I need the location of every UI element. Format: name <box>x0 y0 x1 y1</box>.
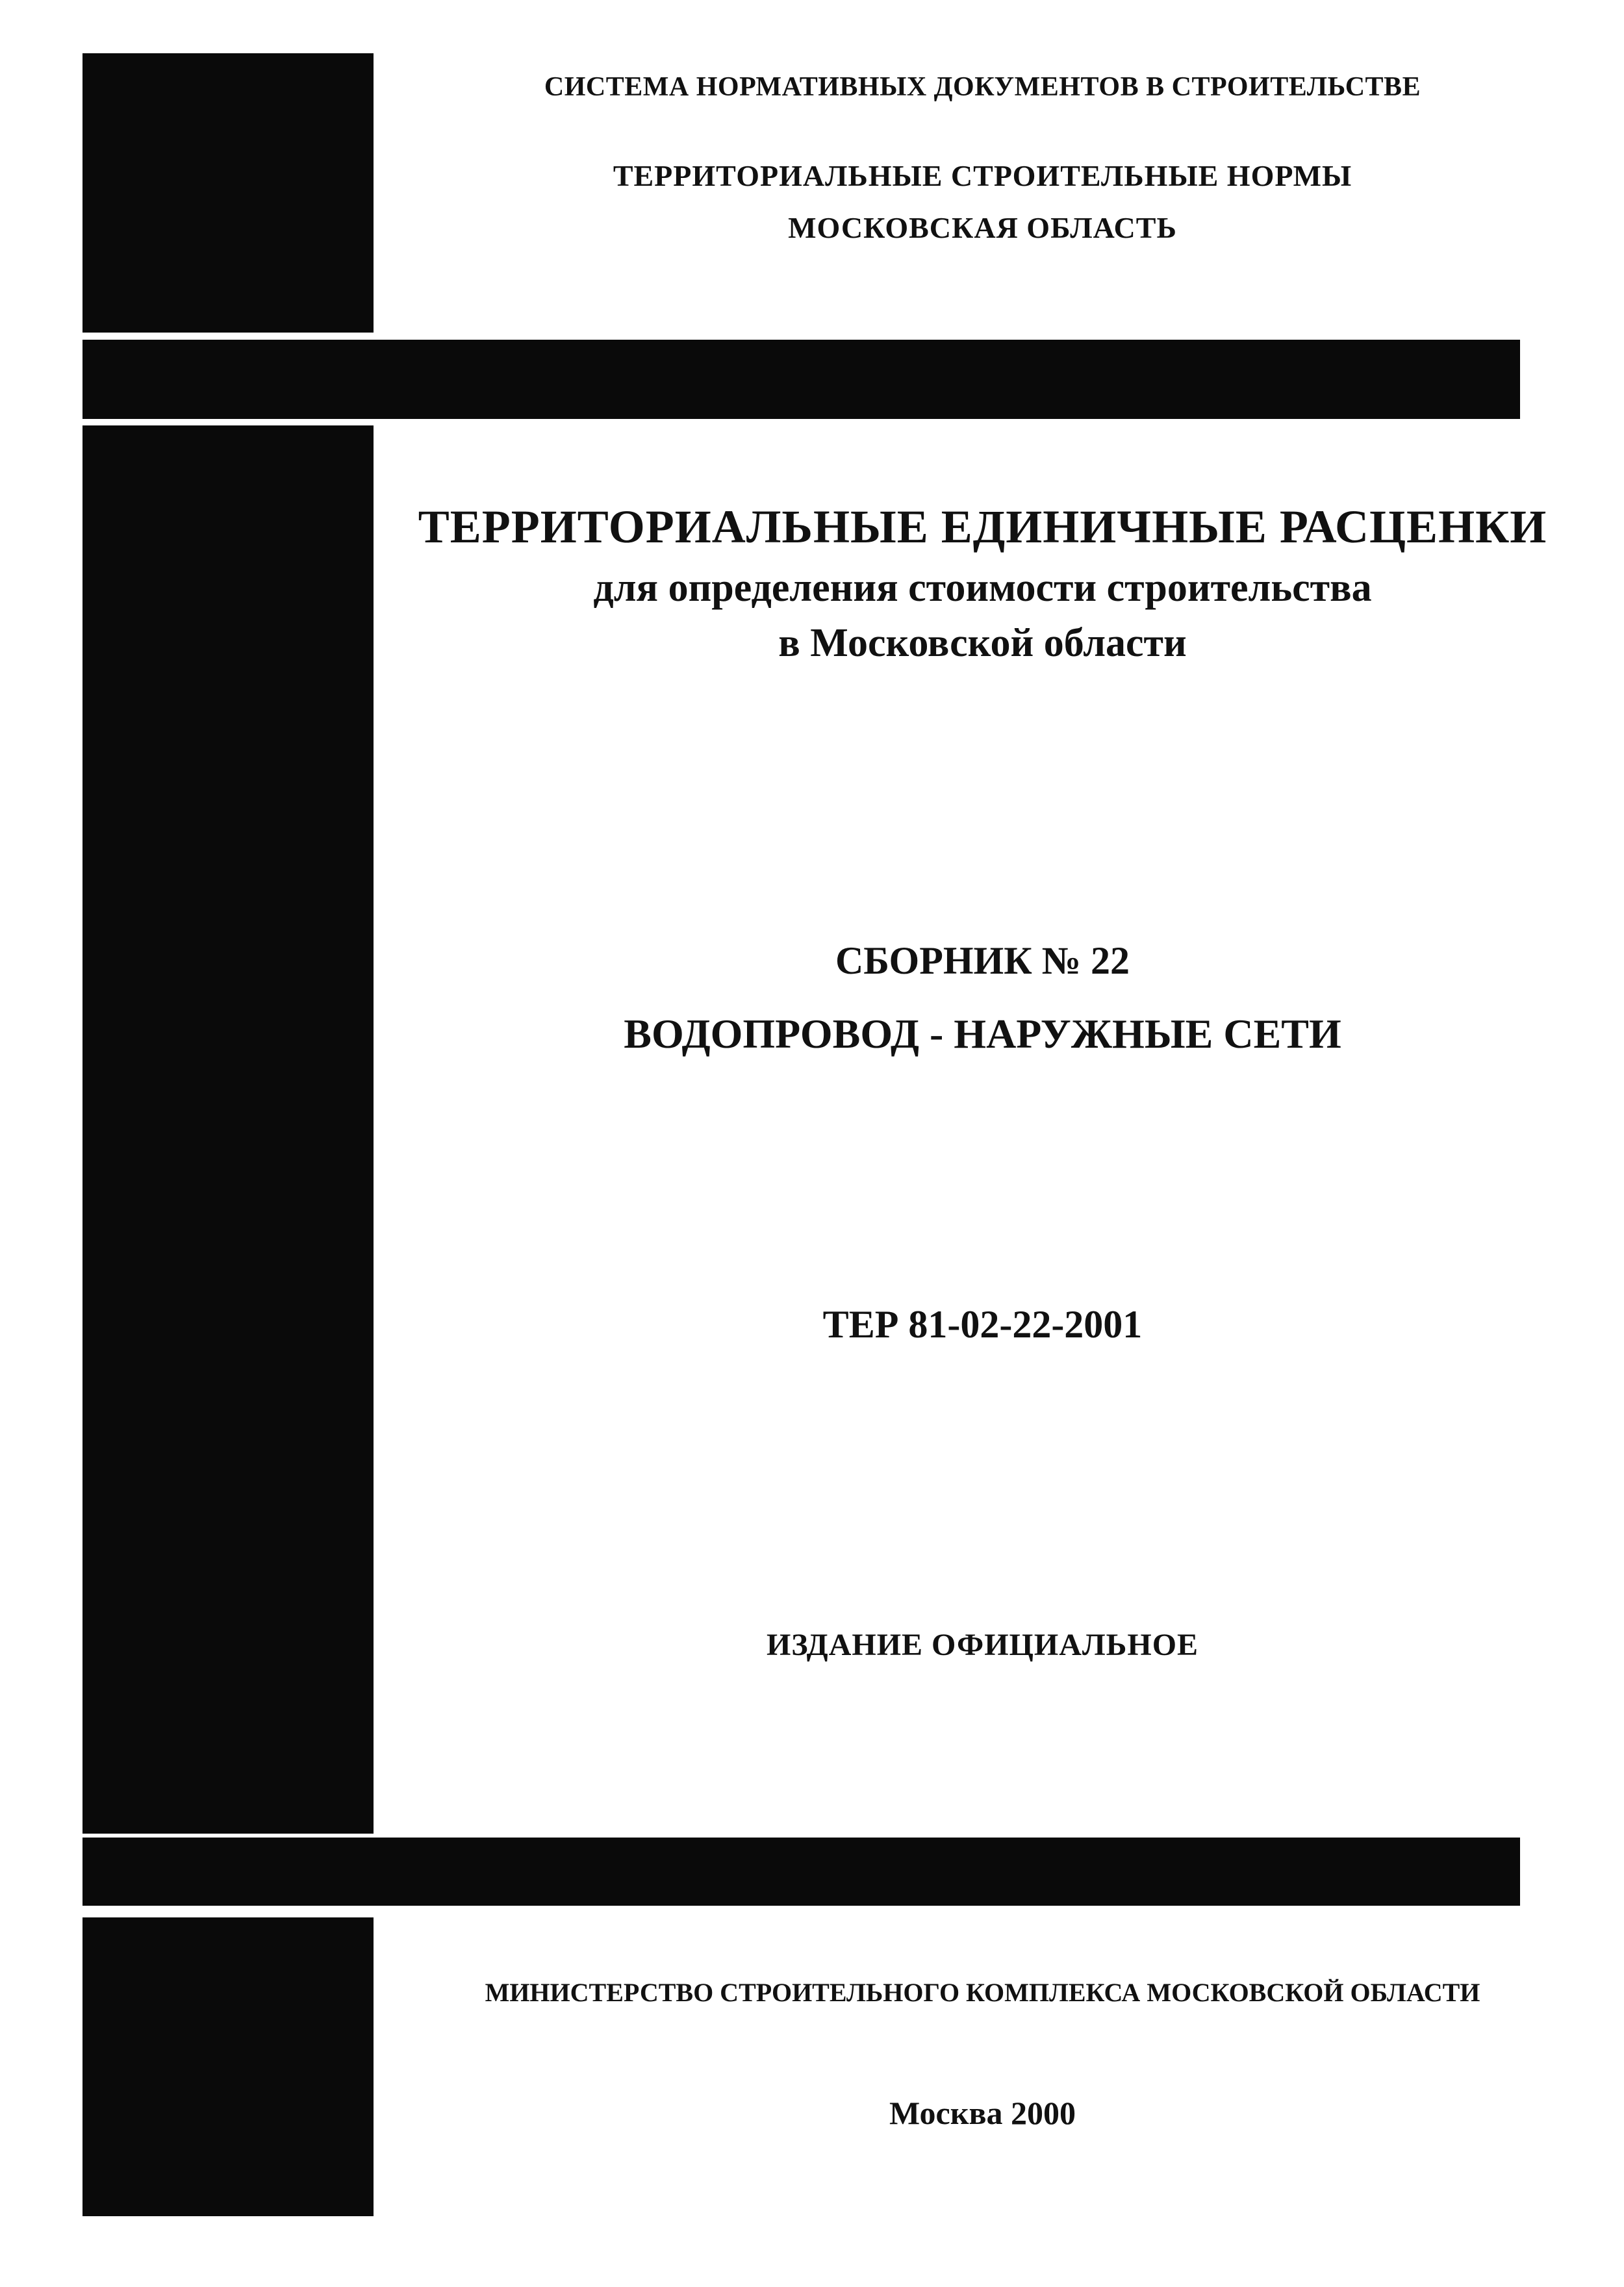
header-region-line: МОСКОВСКАЯ ОБЛАСТЬ <box>788 211 1177 244</box>
decorative-black-bar-horizontal-top <box>82 340 1520 419</box>
edition-label: ИЗДАНИЕ ОФИЦИАЛЬНОЕ <box>766 1628 1199 1662</box>
decorative-black-bar-left-bottom <box>82 1917 374 2216</box>
decorative-black-bar-horizontal-bottom <box>82 1838 1520 1906</box>
publication-city-year: Москва 2000 <box>889 2095 1076 2131</box>
header-system-line: СИСТЕМА НОРМАТИВНЫХ ДОКУМЕНТОВ В СТРОИТЕЛЬСТВЕ <box>544 72 1421 102</box>
decorative-black-bar-left-middle <box>82 425 374 1834</box>
publisher-ministry: МИНИСТЕРСТВО СТРОИТЕЛЬНОГО КОМПЛЕКСА МОСКОВСКОЙ ОБЛАСТИ <box>485 1978 1480 2007</box>
document-code: ТЕР 81-02-22-2001 <box>822 1303 1143 1346</box>
document-title-line-2: для определения стоимости строительства <box>593 566 1372 610</box>
document-title-line-1: ТЕРРИТОРИАЛЬНЫЕ ЕДИНИЧНЫЕ РАСЦЕНКИ <box>418 501 1547 553</box>
collection-number: СБОРНИК № 22 <box>835 939 1130 982</box>
document-title-line-3: в Московской области <box>778 621 1187 665</box>
decorative-black-bar-left-top <box>82 53 374 333</box>
collection-name: ВОДОПРОВОД - НАРУЖНЫЕ СЕТИ <box>624 1011 1341 1057</box>
header-norms-line: ТЕРРИТОРИАЛЬНЫЕ СТРОИТЕЛЬНЫЕ НОРМЫ <box>613 159 1352 192</box>
